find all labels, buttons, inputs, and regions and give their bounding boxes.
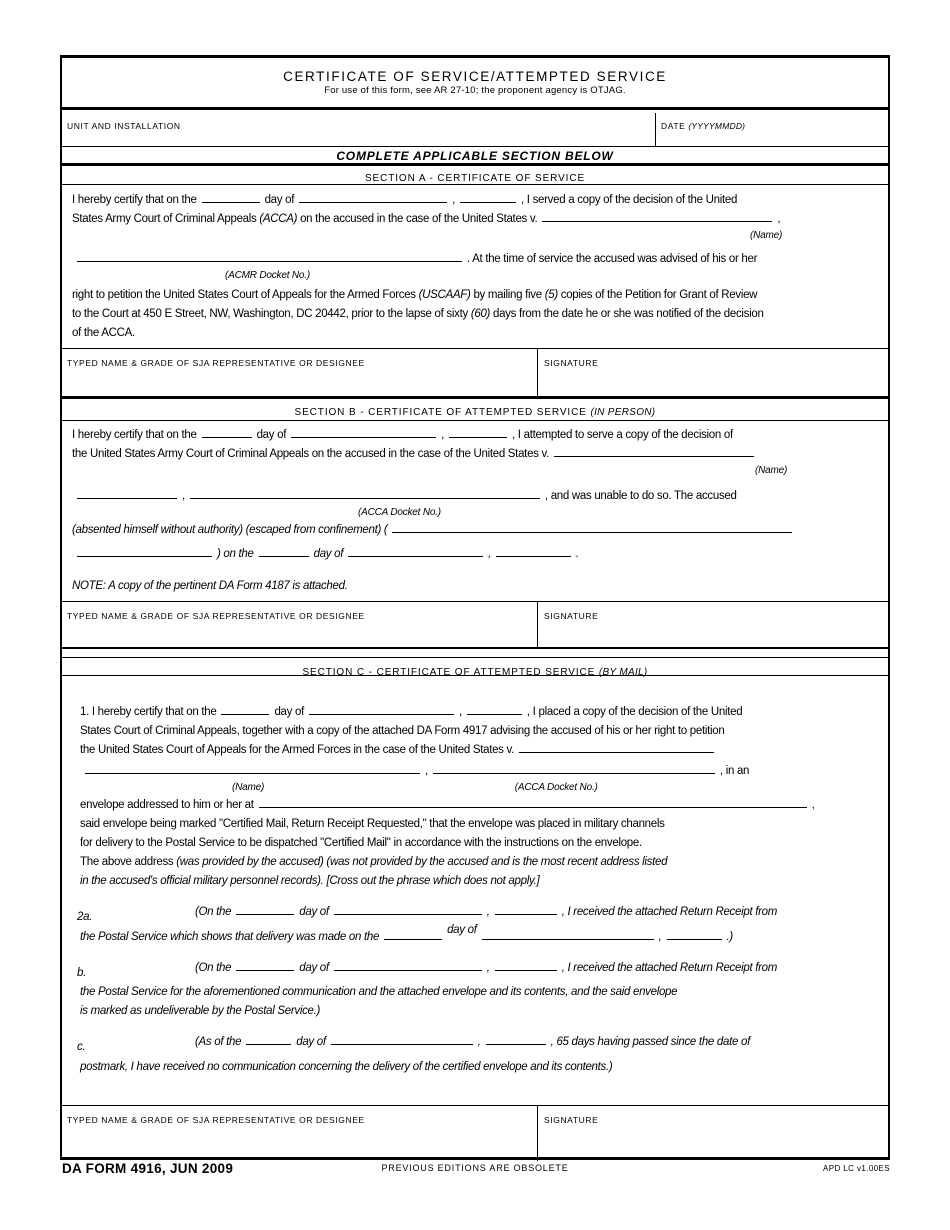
signature-label: SIGNATURE [544,358,599,368]
section-a-heading [62,166,888,185]
blank-field[interactable] [433,763,715,774]
text-segment: by mailing five [470,289,545,301]
form-footer [60,1161,890,1181]
section-c-signature-row [62,1105,888,1161]
complete-section-banner: COMPLETE APPLICABLE SECTION BELOW [62,148,888,166]
acmr-docket-sublabel: (ACMR Docket No.) [225,270,310,281]
blank-field[interactable] [190,488,540,499]
text-segment: day of [274,706,304,718]
blank-field[interactable] [236,960,294,971]
sublabel-row [80,781,884,794]
blank-field[interactable] [246,1034,291,1045]
text-segment: (5) [544,289,558,301]
text-segment: (was provided by the accused) (was not provided by the accused and is the most recent address listed [176,856,668,868]
date-format-hint: (YYYYMMDD) [688,121,746,131]
text-segment: the United States Army Court of Criminal Appeals on the accused in the case of the United States v. [72,448,549,460]
form-number: DA FORM 4916, JUN 2009 [62,1161,234,1176]
blank-field[interactable] [667,929,722,940]
text-segment: envelope addressed to him or her at [80,799,254,811]
item-c-label: c. [77,1041,86,1053]
item-2a [77,903,884,947]
blank-field[interactable] [202,427,252,438]
text-segment: , [486,906,490,918]
blank-field[interactable] [77,488,177,499]
blank-field[interactable] [384,929,442,940]
signature-field[interactable] [538,602,888,647]
text-segment: (On the [195,906,232,918]
form-line [80,983,884,1002]
text-segment: on the accused in the case of the United States v. [297,213,538,225]
form-line [195,903,884,922]
unit-installation-label: UNIT AND INSTALLATION [67,121,181,131]
text-segment: day of [313,548,344,560]
acca-docket-sublabel: (ACCA Docket No.) [514,782,598,793]
form-line [72,487,884,506]
blank-field[interactable] [392,522,792,533]
form-line [80,853,884,872]
blank-field[interactable] [309,704,454,715]
text-segment: .) [726,931,733,943]
unit-date-row [62,113,888,147]
text-segment: 1. I hereby certify that on the [80,706,217,718]
text-segment: . At the time of service the accused was advised of his or her [467,253,758,265]
text-segment: right to petition the United States Court of Appeals for the Armed Forces [72,289,419,301]
form-line [72,324,884,343]
text-segment: to the Court at 450 E Street, NW, Washington, DC 20442, prior to the lapse of sixty [72,308,471,320]
blank-field[interactable] [495,960,557,971]
text-segment: SECTION A - CERTIFICATE OF SERVICE [364,173,586,184]
text-segment: , I received the attached Return Receipt from [561,962,778,974]
form-line [72,521,884,540]
section-c-heading [62,657,888,676]
form-line [80,703,884,722]
typed-name-field[interactable] [62,349,538,396]
text-segment: said envelope being marked "Certified Mail, Return Receipt Requested," that the envelope was placed in military channels [80,818,665,830]
da-form-4916 [60,55,890,1160]
text-segment: The above address [80,856,177,868]
blank-field[interactable] [460,192,516,203]
form-subtitle: For use of this form, see AR 27-10; the proponent agency is OTJAG. [324,85,626,96]
text-segment: , [441,429,445,441]
form-line [72,545,884,564]
blank-field[interactable] [542,211,772,222]
form-title: CERTIFICATE OF SERVICE/ATTEMPTED SERVICE [283,69,667,84]
form-line [80,722,884,741]
text-segment: of the ACCA. [72,327,135,339]
form-line [80,762,884,781]
text-segment: , [811,799,815,811]
typed-name-label: TYPED NAME & GRADE OF SJA REPRESENTATIVE OR DESIGNEE [67,611,365,621]
section-b-body [62,418,888,601]
text-segment: postmark, I have received no communication concerning the delivery of the certified envelope and its contents.) [80,1061,613,1073]
blank-field[interactable] [259,797,807,808]
text-segment: , [452,194,456,206]
text-segment: NOTE: A copy of the pertinent DA Form 4187 is attached. [72,580,348,592]
text-segment: copies of the Petition for Grant of Review [557,289,758,301]
blank-field[interactable] [554,446,754,457]
form-line [72,210,884,229]
note-line [72,577,884,596]
form-line [195,1033,884,1052]
blank-field[interactable] [77,546,212,557]
name-sublabel: (Name) [750,230,783,241]
typed-name-label: TYPED NAME & GRADE OF SJA REPRESENTATIVE OR DESIGNEE [67,1115,365,1125]
text-segment: I hereby certify that on the [72,194,197,206]
text-segment: (60) [470,308,491,320]
text-segment: , I placed a copy of the decision of the United [526,706,743,718]
text-segment: States Army Court of Criminal Appeals [72,213,260,225]
text-segment: in the accused's official military personnel records). [Cross out the phrase which does not apply.] [80,875,540,887]
date-label: DATE (YYYYMMDD) [661,121,746,131]
item-b [77,959,884,1021]
text-segment: , I received the attached Return Receipt from [561,906,778,918]
item-b-label: b. [77,967,86,979]
typed-name-field[interactable] [62,602,538,647]
blank-field[interactable] [467,704,522,715]
section-a-body [62,186,888,348]
text-segment: , and was unable to do so. The accused [544,490,737,502]
text-segment: , [777,213,781,225]
text-segment: , [486,962,490,974]
signature-field[interactable] [538,349,888,396]
form-line [80,834,884,853]
section-a-signature-row [62,348,888,399]
text-segment: , [488,548,492,560]
text-segment: (As of the [195,1036,242,1048]
text-segment: , [425,765,428,777]
unit-installation-field[interactable] [62,113,655,146]
form-line [195,959,884,978]
text-segment: States Court of Criminal Appeals, together with a copy of the attached DA Form 4917 advising the accused of his or her right to petition [80,725,725,737]
text-segment: , 65 days having passed since the date of [550,1036,750,1048]
text-segment: , [477,1036,481,1048]
text-segment: , I attempted to serve a copy of the decision of [512,429,733,441]
text-segment: ) on the [217,548,254,560]
blank-field[interactable] [202,192,260,203]
blank-field[interactable] [77,251,462,262]
text-segment: , in an [719,765,750,777]
blank-field[interactable] [495,904,557,915]
text-segment: SECTION B - CERTIFICATE OF ATTEMPTED SERVICE [294,407,591,418]
acca-docket-sublabel: (ACCA Docket No.) [358,507,441,518]
text-segment: , [458,706,462,718]
text-segment: . [576,548,579,560]
text-segment: (IN PERSON) [590,407,656,418]
blank-field[interactable] [449,427,507,438]
text-segment: I hereby certify that on the [72,429,197,441]
blank-field[interactable] [236,904,294,915]
text-segment: (absented himself without authority) (escaped from confinement) ( [72,524,388,536]
text-segment: days from the date he or she was notified of the decision [490,308,764,320]
text-segment: the United States Court of Appeals for the Armed Forces in the case of the United States v. [80,744,515,756]
text-segment: , [182,490,185,502]
form-line [72,286,884,305]
blank-field[interactable] [334,960,482,971]
blank-field[interactable] [299,192,447,203]
signature-field[interactable] [538,1106,888,1161]
signature-label: SIGNATURE [544,1115,599,1125]
text-segment: , I served a copy of the decision of the United [521,194,738,206]
text-segment: for delivery to the Postal Service to be dispatched "Certified Mail" in accordance with the instructions on the envelope. [80,837,642,849]
blank-field[interactable] [482,929,654,940]
typed-name-field[interactable] [62,1106,538,1161]
form-line [80,815,884,834]
section-c-body [62,680,888,1105]
text-segment: day of [264,194,295,206]
text-segment: day of [447,924,477,936]
name-sublabel: (Name) [232,782,265,793]
form-line [72,426,884,445]
form-line [72,191,884,210]
form-line [80,796,884,815]
text-segment: (ACCA) [259,213,298,225]
text-segment: is marked as undeliverable by the Postal Service.) [80,1005,321,1017]
form-line [80,872,884,891]
date-field[interactable] [655,113,888,146]
text-segment: , [658,931,662,943]
blank-field[interactable] [291,427,436,438]
previous-editions-note: PREVIOUS EDITIONS ARE OBSOLETE [381,1163,569,1173]
text-segment: day of [299,906,329,918]
form-header [62,58,888,110]
blank-field[interactable] [334,904,482,915]
text-segment: the Postal Service which shows that delivery was made on the [80,931,380,943]
blank-field[interactable] [348,546,483,557]
text-segment: the Postal Service for the aforementioned communication and the attached envelope and its contents, and the said envelope [80,986,678,998]
blank-field[interactable] [496,546,571,557]
text-segment: (BY MAIL) [598,667,648,678]
section-b-signature-row [62,601,888,649]
text-segment: day of [296,1036,326,1048]
form-line [80,1002,884,1021]
form-line [80,741,884,760]
form-line [72,445,884,464]
form-line [80,924,884,947]
item-2a-label: 2a. [77,911,93,923]
blank-field[interactable] [259,546,309,557]
text-segment: day of [299,962,329,974]
blank-field[interactable] [519,742,714,753]
form-line [72,305,884,324]
text-segment: SECTION C - CERTIFICATE OF ATTEMPTED SERVICE [302,667,599,678]
text-segment: (USCAAF) [418,289,471,301]
blank-field[interactable] [85,763,420,774]
name-sublabel: (Name) [755,465,788,476]
apd-version: APD LC v1.00ES [823,1164,890,1173]
form-line [80,1058,884,1077]
blank-field[interactable] [486,1034,546,1045]
blank-field[interactable] [331,1034,473,1045]
item-c [77,1033,884,1077]
form-line [72,250,884,269]
text-segment: (On the [195,962,232,974]
blank-field[interactable] [221,704,269,715]
text-segment: day of [256,429,287,441]
signature-label: SIGNATURE [544,611,599,621]
typed-name-label: TYPED NAME & GRADE OF SJA REPRESENTATIVE OR DESIGNEE [67,358,365,368]
